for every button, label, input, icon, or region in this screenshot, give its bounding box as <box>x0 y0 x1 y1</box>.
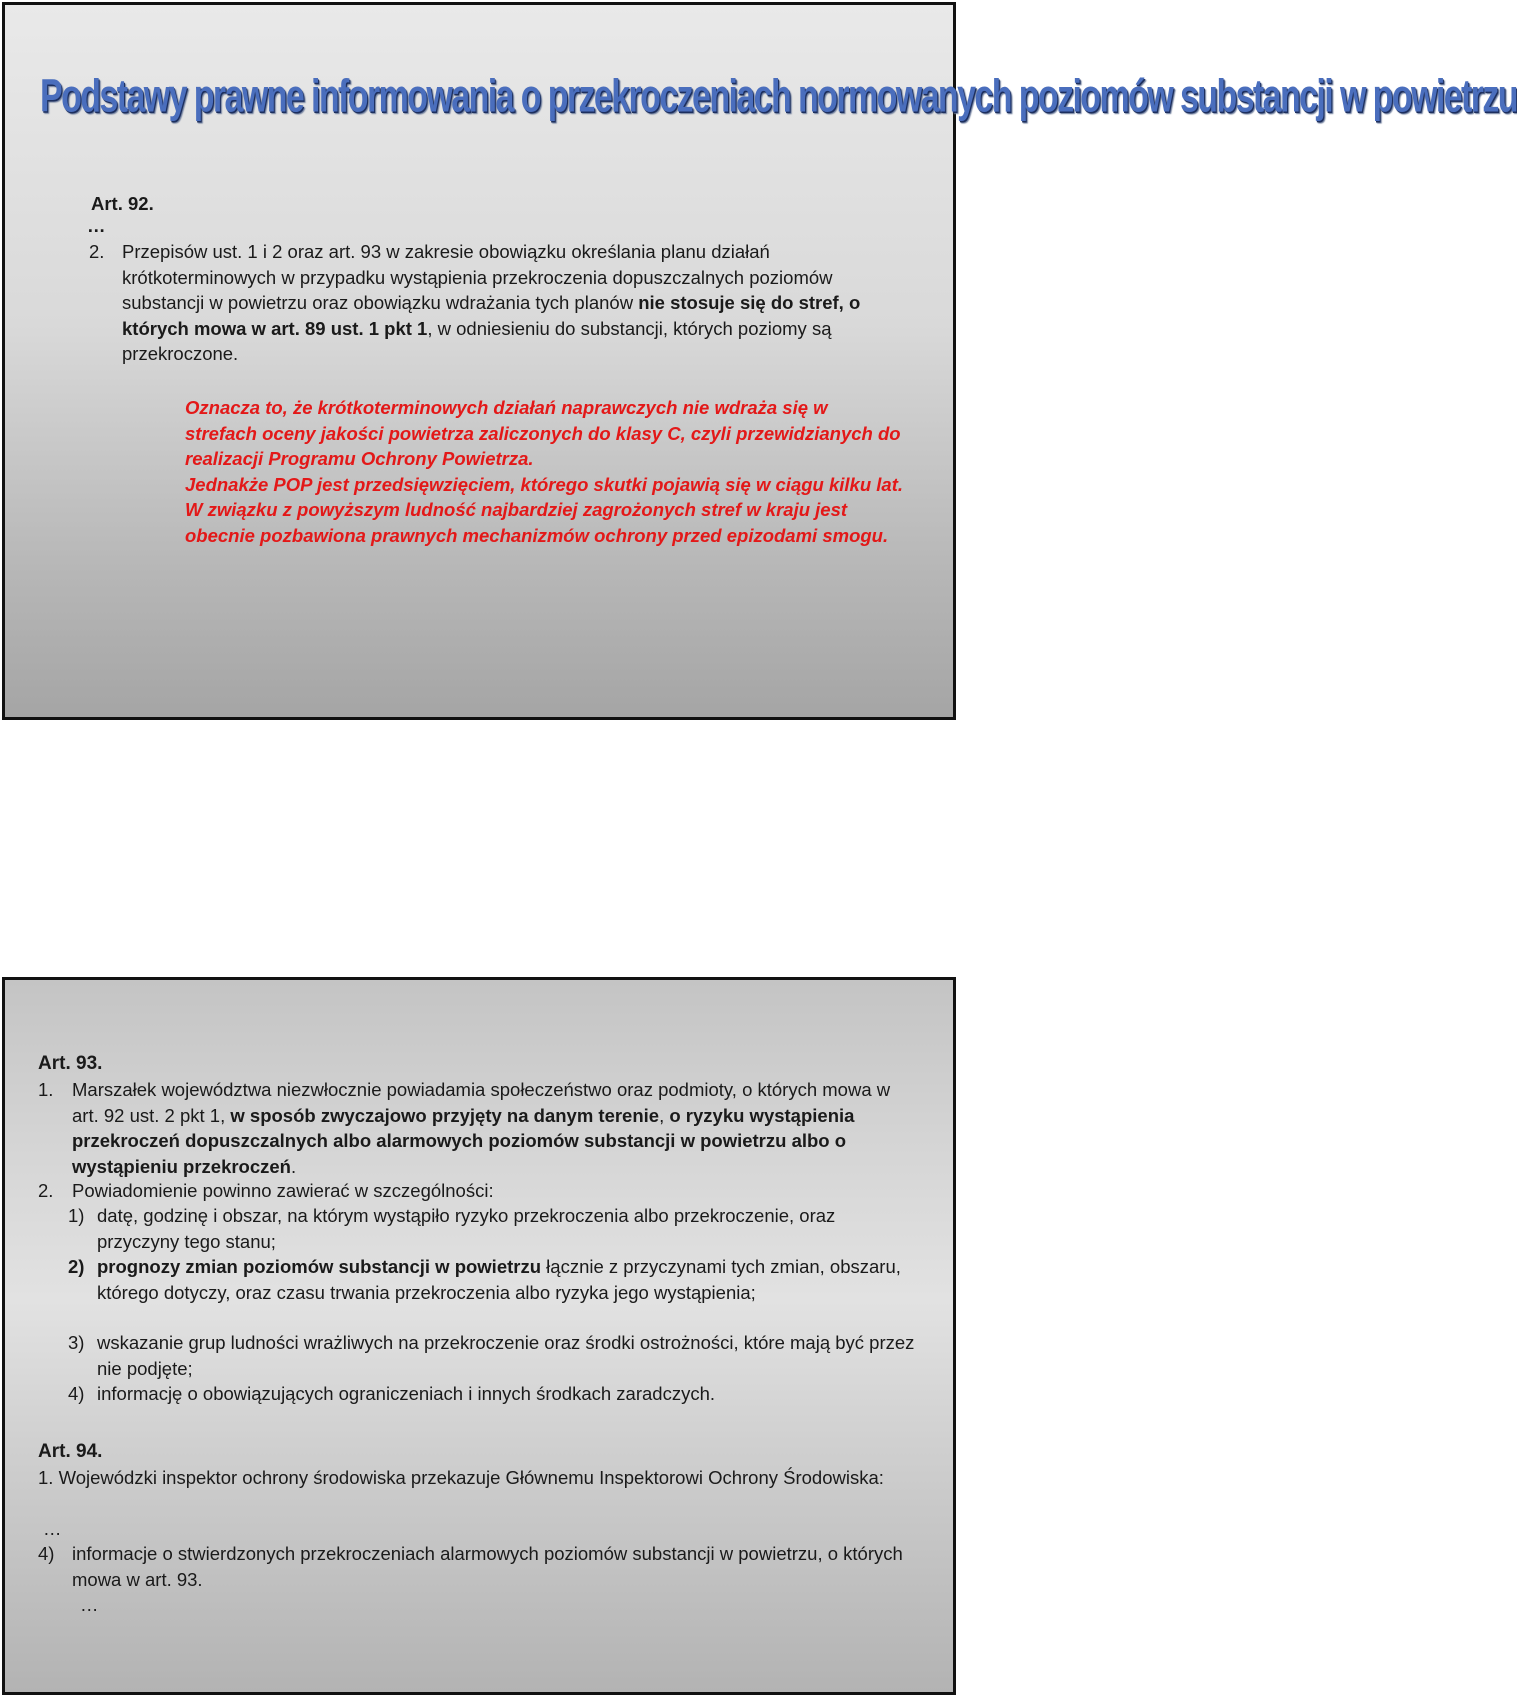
article-93-paragraph-2 <box>38 1178 918 1204</box>
commentary-paragraph-1: Oznacza to, że krótkoterminowych działań naprawczych nie wdraża się w strefach oceny jakości powietrza zaliczonych do klasy C, czyli przewidzianych do realizacji Programu Ochrony Powietrza. <box>185 397 901 469</box>
list-number: 4) <box>68 1383 85 1404</box>
commentary-paragraph-2: Jednakże POP jest przedsięwzięciem, którego skutki pojawią się w ciągu kilku lat. W związku z powyższym ludność najbardziej zagrożonych stref w kraju jest obecnie pozbawiona prawnych mechanizmów ochrony przed epizodami smogu. <box>185 473 903 546</box>
list-item-3 <box>60 1330 920 1381</box>
article-93-heading: Art. 93. <box>38 1053 103 1074</box>
paragraph-text: Powiadomienie powinno zawierać w szczególności: <box>72 1180 494 1201</box>
slide-1 <box>2 2 1517 720</box>
list-number: 1) <box>68 1205 85 1226</box>
slide-title: Podstawy prawne informowania o przekroczeniach normowanych poziomów substancji w powietrzu <box>40 71 1517 123</box>
article-94-paragraph-1: 1. Wojewódzki inspektor ochrony środowiska przekazuje Głównemu Inspektorowi Ochrony Środowiska: <box>38 1467 884 1488</box>
list-number: 3) <box>68 1332 85 1353</box>
article-92-heading: Art. 92. <box>91 193 154 214</box>
item-number: 2. <box>89 241 105 262</box>
list-number: 2) <box>68 1256 85 1277</box>
list-text: wskazanie grup ludności wrażliwych na przekroczenie oraz środki ostrożności, które mają być przez nie podjęte; <box>97 1332 915 1379</box>
list-item-2 <box>60 1254 920 1305</box>
paragraph-number: 2. <box>38 1180 54 1201</box>
ellipsis-end: … <box>80 1594 99 1615</box>
commentary <box>123 395 903 548</box>
ellipsis: … <box>43 1518 62 1539</box>
ellipsis: … <box>87 215 106 236</box>
item-text: Przepisów ust. 1 i 2 oraz art. 93 w zakresie obowiązku określania planu działań krótkoterminowych w przypadku wystąpienia przekroczenia dopuszczalnych poziomów substancji w powietrzu oraz obowiązku wdrażania tych planów nie stosuje się do stref, o których mowa w art. 89 ust. 1 pkt 1, w odniesieniu do substancji, których poziomy są przekroczone. <box>122 241 861 364</box>
list-text: informacje o stwierdzonych przekroczeniach alarmowych poziomów substancji w powietrzu, o których mowa w art. 93. <box>72 1543 903 1590</box>
list-item-4 <box>60 1381 920 1407</box>
article-94-item-4 <box>38 1541 918 1592</box>
list-text: datę, godzinę i obszar, na którym wystąpiło ryzyko przekroczenia albo przekroczenie, oraz przyczyny tego stanu; <box>97 1205 836 1252</box>
list-text: informację o obowiązujących ograniczeniach i innych środkach zaradczych. <box>97 1383 716 1404</box>
list-text: prognozy zmian poziomów substancji w powietrzu łącznie z przyczynami tych zmian, obszaru, którego dotyczy, oraz czasu trwania przekroczenia albo ryzyka jego wystąpienia; <box>97 1256 901 1303</box>
article-93-paragraph-1 <box>38 1077 918 1179</box>
article-92-item-2 <box>89 239 909 367</box>
paragraph-number: 1. <box>38 1079 54 1100</box>
list-item-1 <box>60 1203 920 1254</box>
paragraph-text: Marszałek województwa niezwłocznie powiadamia społeczeństwo oraz podmioty, o których mowa w art. 92 ust. 2 pkt 1, w sposób zwyczajowo przyjęty na danym terenie, o ryzyku wystąpienia przekroczeń dopuszczalnych albo alarmowych poziomów substancji w powietrzu albo o wystąpieniu przekroczeń. <box>72 1079 891 1177</box>
slide-2 <box>2 977 956 1695</box>
article-94-heading: Art. 94. <box>38 1441 103 1462</box>
list-number: 4) <box>38 1543 55 1564</box>
